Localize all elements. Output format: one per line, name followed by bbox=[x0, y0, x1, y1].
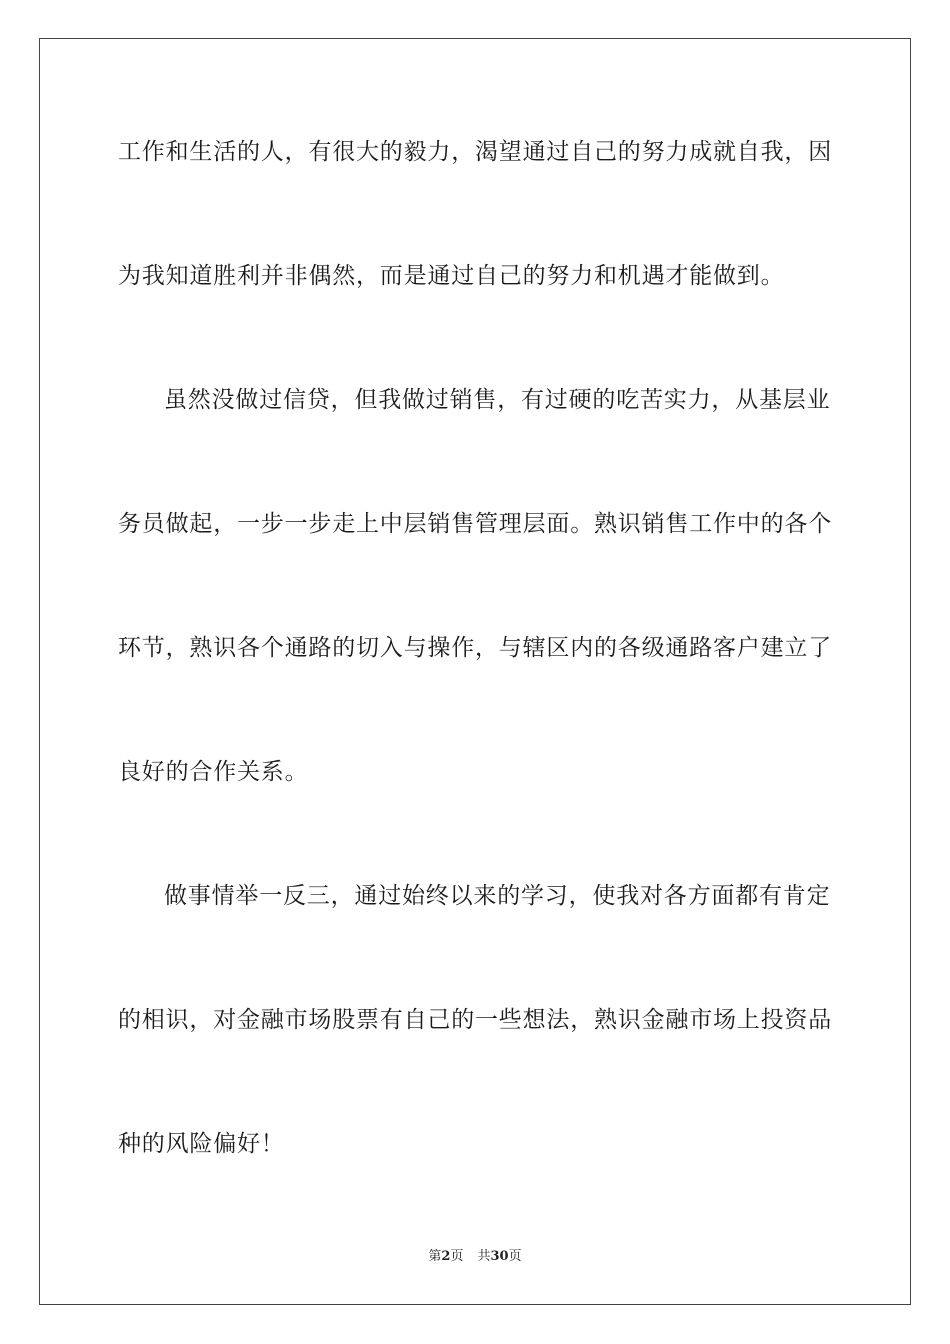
paragraph-2-line-4: 良好的合作关系。 bbox=[118, 759, 309, 785]
paragraph-3-line-1: 做事情举一反三，通过始终以来的学习，使我对各方面都有肯定 bbox=[164, 883, 831, 909]
total-pages: 30 bbox=[490, 1249, 509, 1264]
paragraph-3-line-2: 的相识，对金融市场股票有自己的一些想法，熟识金融市场上投资品 bbox=[118, 1007, 832, 1033]
page-suffix: 页 bbox=[450, 1249, 464, 1264]
total-suffix: 页 bbox=[508, 1249, 522, 1264]
page-number: 2 bbox=[441, 1249, 451, 1264]
paragraph-2-line-3: 环节，熟识各个通路的切入与操作，与辖区内的各级通路客户建立了 bbox=[118, 635, 832, 661]
paragraph-1-line-2: 为我知道胜利并非偶然，而是通过自己的努力和机遇才能做到。 bbox=[118, 263, 785, 289]
page-prefix: 第 bbox=[428, 1249, 442, 1264]
paragraph-3-line-3: 种的风险偏好！ bbox=[118, 1131, 285, 1157]
page-border bbox=[39, 38, 911, 1305]
paragraph-2-line-2: 务员做起，一步一步走上中层销售管理层面。熟识销售工作中的各个 bbox=[118, 511, 832, 537]
page-footer bbox=[0, 1248, 950, 1266]
total-prefix: 共 bbox=[477, 1249, 491, 1264]
paragraph-2-line-1: 虽然没做过信贷，但我做过销售，有过硬的吃苦实力，从基层业 bbox=[164, 387, 831, 413]
paragraph-1-line-1: 工作和生活的人，有很大的毅力，渴望通过自己的努力成就自我，因 bbox=[118, 139, 832, 165]
